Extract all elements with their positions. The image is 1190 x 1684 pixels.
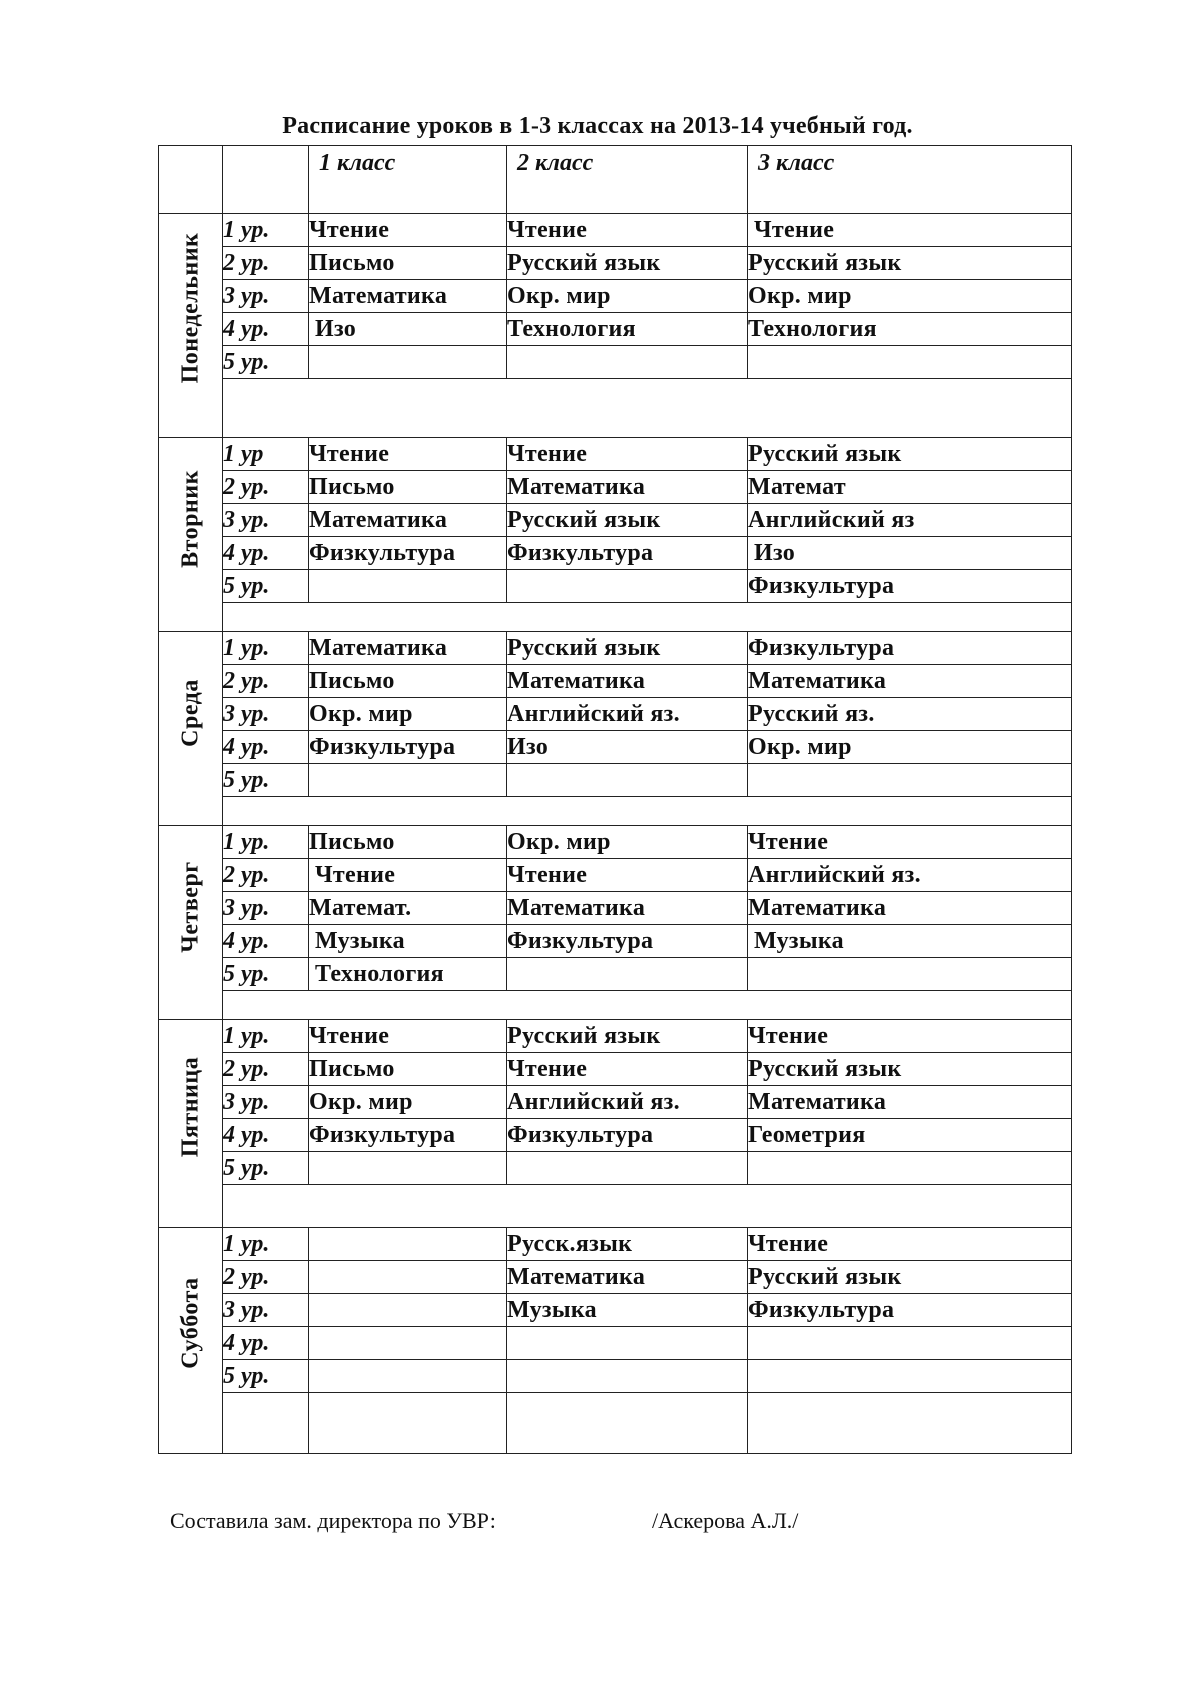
subject-cell	[507, 665, 748, 698]
subject-cell	[309, 247, 507, 280]
subject-text: Английский яз	[748, 506, 915, 533]
table-row	[159, 1086, 1072, 1119]
subject-cell	[748, 1020, 1072, 1053]
table-row	[159, 731, 1072, 764]
subject-text: Математ.	[309, 894, 412, 921]
lesson-number: 1 ур.	[223, 632, 309, 665]
subject-cell	[507, 925, 748, 958]
subject-cell	[507, 570, 748, 603]
column-header-class-2: 2 класс	[507, 146, 748, 214]
lesson-number: 5 ур.	[223, 570, 309, 603]
subject-cell	[748, 1261, 1072, 1294]
subject-cell	[507, 247, 748, 280]
subject-cell	[748, 346, 1072, 379]
subject-cell	[309, 665, 507, 698]
lesson-number: 5 ур.	[223, 1152, 309, 1185]
day-label: Суббота	[177, 1276, 203, 1369]
column-header-class-1: 1 класс	[309, 146, 507, 214]
subject-cell	[309, 1152, 507, 1185]
table-row	[159, 346, 1072, 379]
subject-text: Русский яз.	[748, 700, 875, 727]
subject-text: Технология	[315, 960, 444, 987]
spacer-cell	[223, 1185, 1072, 1228]
subject-text: Чтение	[309, 1022, 390, 1049]
subject-text: Чтение	[748, 1230, 829, 1257]
spacer-row	[159, 1393, 1072, 1454]
empty-cell	[507, 1393, 748, 1454]
subject-text: Физкультура	[748, 572, 895, 599]
lesson-number: 3 ур.	[223, 1294, 309, 1327]
subject-text: Чтение	[315, 861, 396, 888]
subject-cell	[748, 537, 1072, 570]
subject-text: Окр. мир	[309, 1088, 413, 1115]
subject-text: Русский язык	[748, 249, 902, 276]
subject-text: Окр. мир	[748, 282, 852, 309]
table-row	[159, 1294, 1072, 1327]
subject-cell	[309, 731, 507, 764]
subject-text: Окр. мир	[507, 282, 611, 309]
subject-cell	[748, 764, 1072, 797]
subject-cell	[507, 826, 748, 859]
subject-cell	[748, 1053, 1072, 1086]
subject-cell	[748, 859, 1072, 892]
subject-cell	[748, 438, 1072, 471]
lesson-number: 1 ур.	[223, 826, 309, 859]
subject-cell	[309, 1228, 507, 1261]
subject-cell	[748, 504, 1072, 537]
lesson-number: 3 ур.	[223, 698, 309, 731]
day-cell	[159, 1020, 223, 1228]
subject-text: Физкультура	[309, 539, 456, 566]
lesson-number: 2 ур.	[223, 859, 309, 892]
subject-text: Чтение	[507, 1055, 588, 1082]
subject-cell	[309, 1327, 507, 1360]
subject-cell	[507, 731, 748, 764]
lesson-number: 1 ур.	[223, 1020, 309, 1053]
lesson-number: 2 ур.	[223, 665, 309, 698]
table-row	[159, 1020, 1072, 1053]
empty-cell	[748, 1393, 1072, 1454]
subject-cell	[507, 1327, 748, 1360]
lesson-number: 1 ур.	[223, 1228, 309, 1261]
column-header-class-3: 3 класс	[748, 146, 1072, 214]
subject-cell	[748, 925, 1072, 958]
page-title: Расписание уроков в 1-3 классах на 2013-14 учебный год.	[282, 113, 913, 139]
subject-cell	[748, 313, 1072, 346]
lesson-number: 3 ур.	[223, 892, 309, 925]
day-label: Понедельник	[177, 232, 203, 384]
table-row	[159, 214, 1072, 247]
subject-cell	[748, 826, 1072, 859]
table-row	[159, 1360, 1072, 1393]
subject-text: Чтение	[748, 828, 829, 855]
day-label: Пятница	[177, 1056, 203, 1158]
subject-cell	[309, 471, 507, 504]
subject-cell	[309, 346, 507, 379]
spacer-row	[159, 379, 1072, 438]
subject-cell	[309, 1086, 507, 1119]
day-label: Вторник	[177, 470, 203, 568]
subject-cell	[748, 1228, 1072, 1261]
subject-text: Окр. мир	[507, 828, 611, 855]
subject-cell	[507, 698, 748, 731]
table-row	[159, 764, 1072, 797]
table-row	[159, 504, 1072, 537]
subject-cell	[507, 504, 748, 537]
subject-text: Чтение	[507, 861, 588, 888]
subject-cell	[748, 280, 1072, 313]
lesson-number: 4 ур.	[223, 313, 309, 346]
lesson-number: 4 ур.	[223, 731, 309, 764]
subject-cell	[748, 1327, 1072, 1360]
subject-cell	[748, 1119, 1072, 1152]
subject-text: Русский язык	[507, 506, 661, 533]
subject-text: Чтение	[309, 216, 390, 243]
table-row	[159, 570, 1072, 603]
lesson-number: 4 ур.	[223, 1119, 309, 1152]
day-cell	[159, 214, 223, 438]
signature: /Аскерова А.Л./	[652, 1508, 799, 1533]
spacer-row	[159, 1185, 1072, 1228]
lesson-number: 5 ур.	[223, 958, 309, 991]
day-cell	[159, 826, 223, 1020]
subject-cell	[507, 1152, 748, 1185]
subject-text: Английский яз.	[507, 1088, 680, 1115]
subject-cell	[309, 958, 507, 991]
table-row	[159, 471, 1072, 504]
subject-cell	[507, 632, 748, 665]
subject-cell	[309, 859, 507, 892]
subject-text: Технология	[748, 315, 877, 342]
subject-text: Русск.язык	[507, 1230, 633, 1257]
subject-text: Русский язык	[507, 1022, 661, 1049]
subject-cell	[309, 1020, 507, 1053]
subject-text: Письмо	[309, 1055, 395, 1082]
table-row	[159, 698, 1072, 731]
subject-cell	[507, 958, 748, 991]
subject-text: Английский яз.	[748, 861, 921, 888]
subject-cell	[309, 698, 507, 731]
subject-cell	[507, 1294, 748, 1327]
subject-cell	[507, 471, 748, 504]
table-row	[159, 537, 1072, 570]
subject-cell	[748, 665, 1072, 698]
subject-text: Окр. мир	[309, 700, 413, 727]
day-label: Четверг	[177, 861, 203, 953]
subject-cell	[507, 280, 748, 313]
corner-cell	[223, 146, 309, 214]
subject-cell	[309, 1360, 507, 1393]
subject-cell	[309, 632, 507, 665]
spacer-row	[159, 603, 1072, 632]
subject-text: Русский язык	[507, 249, 661, 276]
table-row	[159, 438, 1072, 471]
table-row	[159, 1261, 1072, 1294]
subject-cell	[507, 1228, 748, 1261]
subject-cell	[309, 764, 507, 797]
spacer-row	[159, 797, 1072, 826]
subject-text: Русский язык	[748, 440, 902, 467]
subject-cell	[748, 1360, 1072, 1393]
lesson-number: 3 ур.	[223, 1086, 309, 1119]
table-row	[159, 892, 1072, 925]
subject-cell	[309, 925, 507, 958]
subject-text: Физкультура	[748, 634, 895, 661]
spacer-row	[159, 991, 1072, 1020]
subject-cell	[507, 537, 748, 570]
subject-cell	[507, 892, 748, 925]
subject-text: Математ	[748, 473, 846, 500]
empty-cell	[223, 1393, 309, 1454]
table-row	[159, 1327, 1072, 1360]
subject-cell	[309, 537, 507, 570]
subject-cell	[748, 214, 1072, 247]
subject-cell	[748, 1086, 1072, 1119]
table-row	[159, 826, 1072, 859]
subject-cell	[748, 958, 1072, 991]
subject-cell	[748, 698, 1072, 731]
subject-text: Математика	[507, 667, 646, 694]
table-row	[159, 280, 1072, 313]
subject-cell	[507, 1360, 748, 1393]
spacer-cell	[223, 991, 1072, 1020]
subject-cell	[748, 1294, 1072, 1327]
subject-cell	[309, 280, 507, 313]
table-row	[159, 632, 1072, 665]
subject-cell	[309, 1261, 507, 1294]
subject-text: Математика	[309, 282, 448, 309]
subject-text: Русский язык	[748, 1055, 902, 1082]
subject-cell	[309, 570, 507, 603]
subject-text: Изо	[754, 539, 796, 566]
subject-cell	[309, 826, 507, 859]
lesson-number: 5 ур.	[223, 1360, 309, 1393]
subject-text: Чтение	[748, 1022, 829, 1049]
subject-cell	[748, 632, 1072, 665]
subject-cell	[507, 1261, 748, 1294]
subject-text: Физкультура	[309, 733, 456, 760]
subject-cell	[507, 1020, 748, 1053]
table-row	[159, 1152, 1072, 1185]
subject-text: Математика	[748, 1088, 887, 1115]
subject-text: Математика	[309, 634, 448, 661]
subject-cell	[748, 570, 1072, 603]
subject-cell	[748, 247, 1072, 280]
subject-cell	[309, 438, 507, 471]
day-cell	[159, 1228, 223, 1454]
subject-text: Русский язык	[748, 1263, 902, 1290]
lesson-number: 4 ур.	[223, 925, 309, 958]
schedule-table	[158, 145, 1072, 1454]
subject-text: Математика	[748, 894, 887, 921]
subject-cell	[309, 1294, 507, 1327]
compiled-by-label: Составила зам. директора по УВР:	[170, 1508, 496, 1533]
lesson-number: 4 ур.	[223, 537, 309, 570]
subject-text: Чтение	[754, 216, 835, 243]
spacer-cell	[223, 379, 1072, 438]
subject-text: Письмо	[309, 473, 395, 500]
subject-text: Музыка	[754, 927, 844, 954]
subject-cell	[748, 471, 1072, 504]
subject-text: Математика	[748, 667, 887, 694]
subject-cell	[507, 764, 748, 797]
lesson-number: 5 ур.	[223, 346, 309, 379]
lesson-number: 3 ур.	[223, 280, 309, 313]
table-row	[159, 313, 1072, 346]
subject-text: Письмо	[309, 249, 395, 276]
subject-cell	[507, 438, 748, 471]
subject-cell	[507, 1119, 748, 1152]
subject-cell	[309, 214, 507, 247]
table-row	[159, 925, 1072, 958]
empty-cell	[309, 1393, 507, 1454]
lesson-number: 2 ур.	[223, 247, 309, 280]
subject-cell	[309, 1053, 507, 1086]
table-row	[159, 1228, 1072, 1261]
table-row	[159, 1119, 1072, 1152]
subject-cell	[309, 504, 507, 537]
subject-text: Музыка	[507, 1296, 597, 1323]
table-row	[159, 958, 1072, 991]
subject-text: Физкультура	[309, 1121, 456, 1148]
subject-cell	[507, 346, 748, 379]
table-row	[159, 665, 1072, 698]
spacer-cell	[223, 797, 1072, 826]
lesson-number: 4 ур.	[223, 1327, 309, 1360]
subject-text: Письмо	[309, 667, 395, 694]
subject-cell	[507, 1053, 748, 1086]
subject-cell	[748, 1152, 1072, 1185]
table-row	[159, 859, 1072, 892]
subject-cell	[507, 859, 748, 892]
subject-text: Окр. мир	[748, 733, 852, 760]
subject-text: Музыка	[315, 927, 405, 954]
lesson-number: 5 ур.	[223, 764, 309, 797]
subject-text: Технология	[507, 315, 636, 342]
subject-text: Геометрия	[748, 1121, 866, 1148]
subject-cell	[507, 313, 748, 346]
subject-cell	[507, 1086, 748, 1119]
lesson-number: 2 ур.	[223, 1053, 309, 1086]
subject-cell	[748, 731, 1072, 764]
subject-text: Физкультура	[748, 1296, 895, 1323]
subject-text: Физкультура	[507, 1121, 654, 1148]
subject-text: Чтение	[309, 440, 390, 467]
subject-text: Письмо	[309, 828, 395, 855]
table-row	[159, 1053, 1072, 1086]
subject-text: Изо	[507, 733, 549, 760]
subject-text: Математика	[309, 506, 448, 533]
day-cell	[159, 632, 223, 826]
subject-cell	[507, 214, 748, 247]
subject-text: Русский язык	[507, 634, 661, 661]
subject-cell	[309, 1119, 507, 1152]
subject-cell	[748, 892, 1072, 925]
lesson-number: 1 ур	[223, 438, 309, 471]
corner-cell	[159, 146, 223, 214]
lesson-number: 1 ур.	[223, 214, 309, 247]
subject-text: Физкультура	[507, 927, 654, 954]
subject-text: Английский яз.	[507, 700, 680, 727]
lesson-number: 2 ур.	[223, 1261, 309, 1294]
subject-text: Математика	[507, 1263, 646, 1290]
subject-text: Математика	[507, 473, 646, 500]
subject-text: Изо	[315, 315, 357, 342]
lesson-number: 3 ур.	[223, 504, 309, 537]
header-row	[159, 146, 1072, 214]
subject-text: Чтение	[507, 440, 588, 467]
day-label: Среда	[177, 679, 203, 747]
spacer-cell	[223, 603, 1072, 632]
subject-text: Математика	[507, 894, 646, 921]
subject-text: Чтение	[507, 216, 588, 243]
subject-cell	[309, 892, 507, 925]
subject-cell	[309, 313, 507, 346]
day-cell	[159, 438, 223, 632]
subject-text: Физкультура	[507, 539, 654, 566]
lesson-number: 2 ур.	[223, 471, 309, 504]
table-row	[159, 247, 1072, 280]
